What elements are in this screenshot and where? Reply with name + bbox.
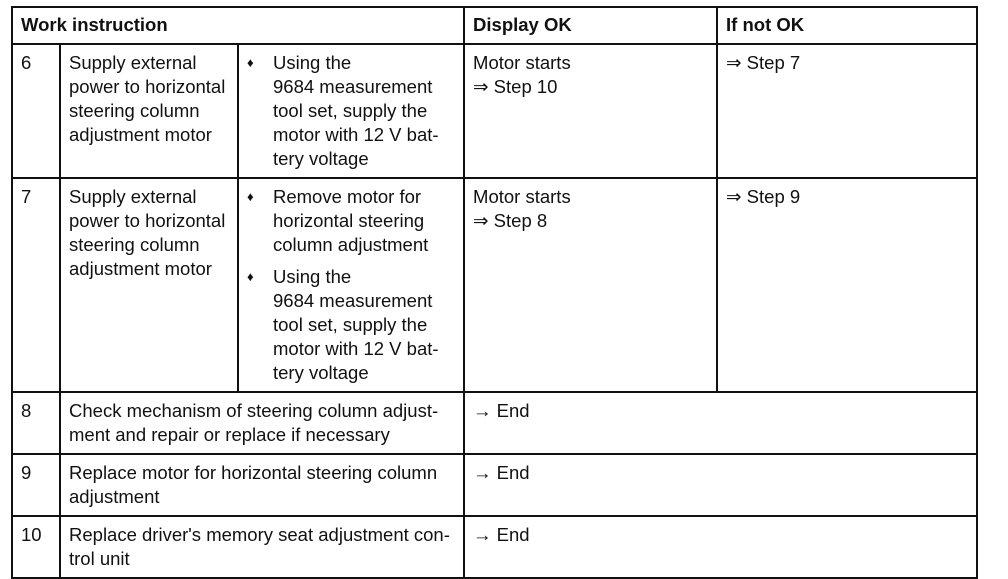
header-if-not-ok: If not OK (717, 7, 977, 44)
text-line: steering column (69, 234, 200, 255)
diamond-bullet-icon: ♦ (247, 55, 254, 70)
text-line: adjustment motor (69, 258, 212, 279)
step-instruction (60, 454, 464, 516)
table-row (12, 454, 977, 516)
text-line: tery voltage (273, 148, 369, 169)
text-line: tool set, supply the (273, 314, 428, 335)
display-ok-cell (464, 44, 717, 178)
text-line: adjustment motor (69, 124, 212, 145)
table-row (12, 516, 977, 578)
text-line: Replace motor for horizontal steering column (69, 462, 438, 483)
text-line: ⇒ Step 10 (473, 76, 558, 97)
text-line: Motor starts (473, 186, 571, 207)
text-line: Supply external (69, 186, 197, 207)
text-line: Replace driver's memory seat adjustment con- (69, 524, 450, 545)
text-line: trol unit (69, 548, 130, 569)
text-line: tery voltage (273, 362, 369, 383)
step-instruction (60, 516, 464, 578)
text-line: ⇒ Step 9 (726, 186, 801, 207)
header-work-instruction: Work instruction (12, 7, 464, 44)
text-line: Motor starts (473, 52, 571, 73)
table-row (12, 178, 977, 392)
step-number: 6 (12, 44, 60, 178)
table-row (12, 392, 977, 454)
step-result: → End (464, 516, 977, 578)
text-line: power to horizontal (69, 76, 226, 97)
text-line: motor with 12 V bat- (273, 338, 439, 359)
step-result: → End (464, 392, 977, 454)
step-instruction (60, 392, 464, 454)
text-line: Using the (273, 266, 352, 287)
header-row (12, 7, 977, 44)
display-ok-cell (464, 178, 717, 392)
text-line: column adjustment (273, 234, 429, 255)
header-display-ok: Display OK (464, 7, 717, 44)
text-line: Supply external (69, 52, 197, 73)
bullet-item (247, 185, 459, 257)
text-line: tool set, supply the (273, 100, 428, 121)
if-not-ok-cell (717, 178, 977, 392)
step-actions (238, 44, 464, 178)
step-actions (238, 178, 464, 392)
step-number: 8 (12, 392, 60, 454)
text-line: adjustment (69, 486, 160, 507)
bullet-item (247, 265, 459, 385)
text-line: motor with 12 V bat- (273, 124, 439, 145)
text-line: Remove motor for (273, 186, 422, 207)
text-line: ⇒ Step 7 (726, 52, 801, 73)
step-number: 10 (12, 516, 60, 578)
step-number: 9 (12, 454, 60, 516)
diamond-bullet-icon: ♦ (247, 189, 254, 204)
step-result: → End (464, 454, 977, 516)
table-row (12, 44, 977, 178)
text-line: steering column (69, 100, 200, 121)
text-line: Using the (273, 52, 352, 73)
text-line: ment and repair or replace if necessary (69, 424, 390, 445)
text-line: ⇒ Step 8 (473, 210, 548, 231)
diamond-bullet-icon: ♦ (247, 269, 254, 284)
text-line: power to horizontal (69, 210, 226, 231)
text-line: horizontal steering (273, 210, 425, 231)
work-instruction-table (11, 6, 978, 579)
step-number: 7 (12, 178, 60, 392)
text-line: 9684 measurement (273, 76, 433, 97)
text-line: Check mechanism of steering column adjust- (69, 400, 439, 421)
if-not-ok-cell (717, 44, 977, 178)
step-title (60, 178, 238, 392)
step-title (60, 44, 238, 178)
text-line: 9684 measurement (273, 290, 433, 311)
bullet-item (247, 51, 459, 171)
